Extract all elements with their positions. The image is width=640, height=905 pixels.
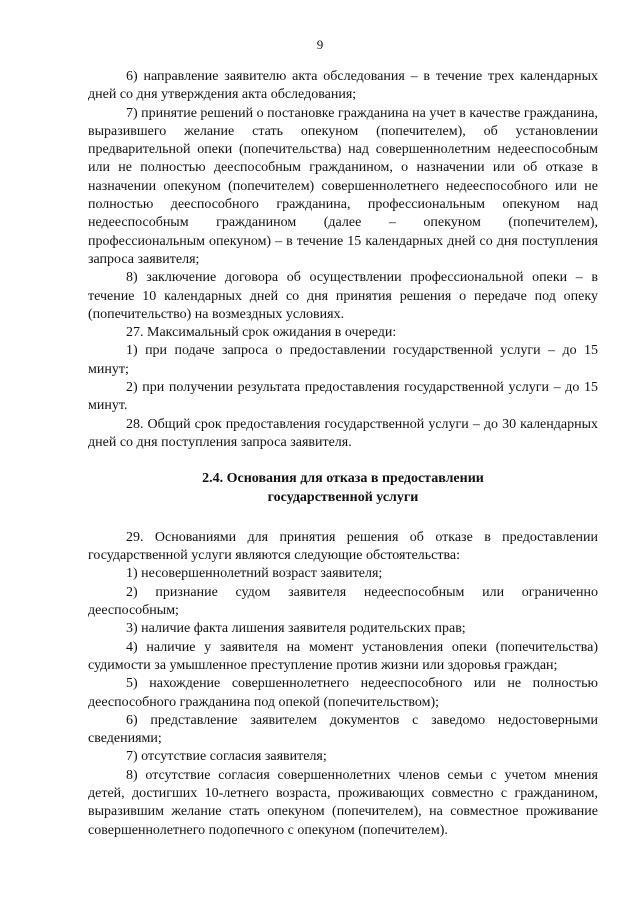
section-heading	[88, 470, 598, 507]
paragraph-item-8: 8) заключение договора об осуществлении профессиональной опеки – в течение 10 календарных дней со дня принятия решения о передаче под опеку (попечительство) на возмездных условиях.	[88, 270, 598, 322]
paragraph-29-item-2: 2) признание судом заявителя недееспособным или ограниченно дееспособным;	[88, 584, 598, 619]
section-heading-line-2: государственной услуги	[267, 489, 419, 505]
paragraph-29-item-1: 1) несовершеннолетний возраст заявителя;	[126, 566, 383, 582]
paragraph-28: 28. Общий срок предоставления государственной услуги – до 30 календарных дней со дня поступления запроса заявителя.	[88, 416, 598, 450]
page-number: 9	[316, 37, 324, 52]
paragraph-27-item-2: 2) при получении результата предоставления государственной услуги – до 15 минут.	[88, 380, 598, 414]
paragraph-29-item-8: 8) отсутствие согласия совершеннолетних членов семьи с учетом мнения детей, достигших 10-летнего возраста, проживающих совместно с гражданином, выразившим желание стать опекуном (попечителем), на совместное проживание совершеннолетнего подопечного с опекуном (попечителем).	[88, 767, 598, 838]
paragraph-29-item-4: 4) наличие у заявителя на момент установления опеки (попечительства) судимости за умышленное преступление против жизни или здоровья граждан;	[88, 639, 598, 673]
paragraph-29-item-5: 5) нахождение совершеннолетнего недееспособного или не полностью дееспособного гражданина под опекой (попечительством);	[88, 676, 598, 710]
paragraph-29-item-3: 3) наличие факта лишения заявителя родительских прав;	[126, 621, 466, 637]
document-body	[88, 68, 598, 840]
paragraph-29: 29. Основаниями для принятия решения об отказе в предоставлении государственной услуги являются следующие обстоятельства:	[88, 529, 598, 564]
paragraph-29-item-7: 7) отсутствие согласия заявителя;	[126, 749, 327, 765]
paragraph-item-6: 6) направление заявителю акта обследования – в течение трех календарных дней со дня утверждения акта обследования;	[88, 69, 598, 103]
paragraph-27: 27. Максимальный срок ожидания в очереди:	[126, 325, 397, 341]
paragraph-27-item-1: 1) при подаче запроса о предоставлении государственной услуги – до 15 минут;	[88, 343, 598, 377]
section-heading-line-1: 2.4. Основания для отказа в предоставлении	[202, 471, 484, 487]
paragraph-item-7: 7) принятие решений о постановке гражданина на учет в качестве гражданина, выразившего желание стать опекуном (попечителем), об установлении предварительной опеки (попечительства) над совершеннолетним недееспособным или не полностью дееспособным гражданином, о назначении или об отказе в назначении опекуном (попечителем) совершеннолетнего недееспособного или не полностью дееспособного гражданина, профессиональным опекуном над недееспособным гражданином (далее – опекуном (попечителем), профессиональным опекуном) – в течение 15 календарных дней со дня поступления запроса заявителя;	[88, 105, 598, 267]
paragraph-29-item-6: 6) представление заявителем документов с заведомо недостоверными сведениями;	[88, 712, 598, 747]
